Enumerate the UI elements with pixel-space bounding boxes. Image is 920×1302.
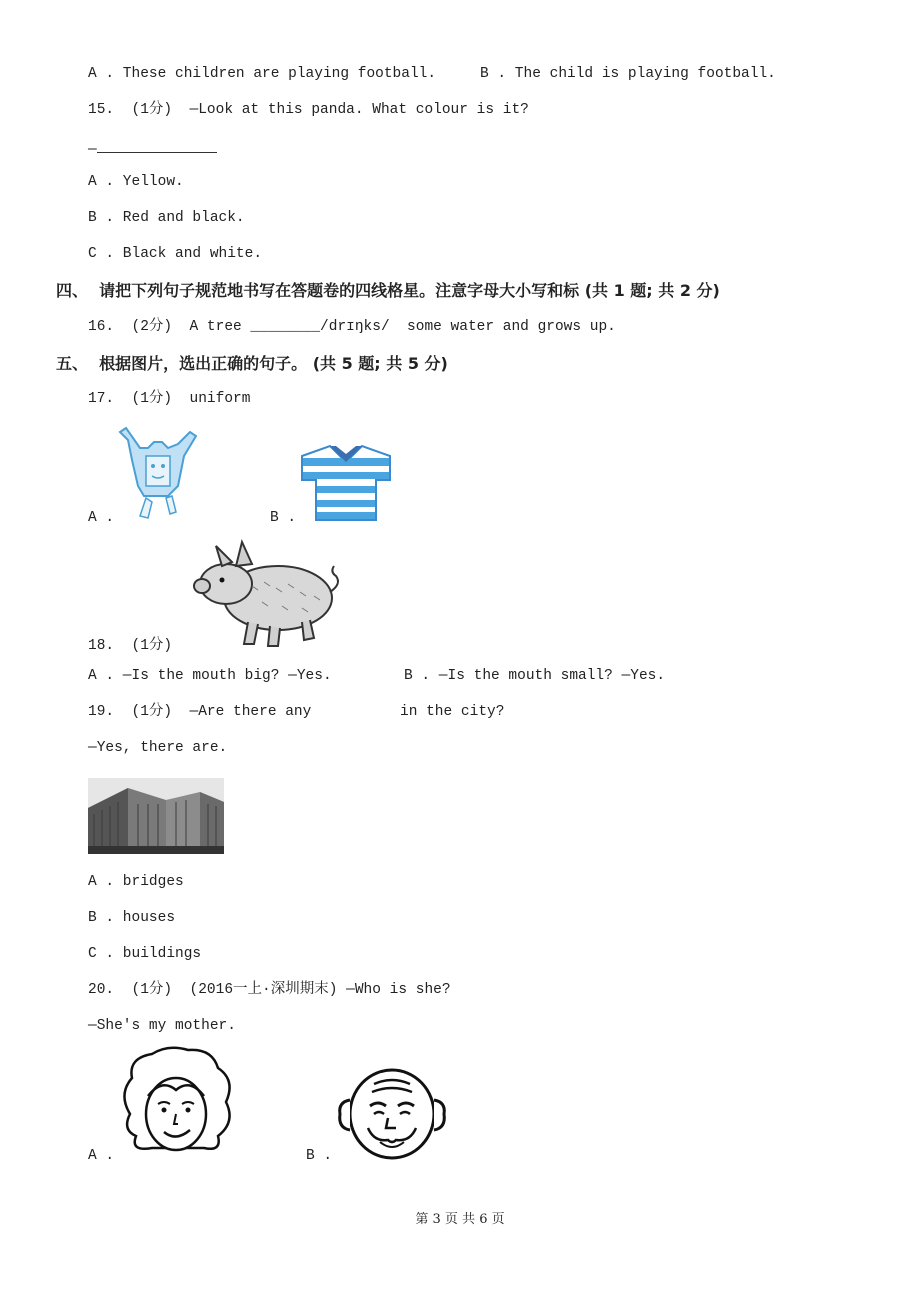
q17-option-b[interactable]: B . [270,510,297,526]
section-4-title: 四、 请把下列句子规范地书写在答题卷的四线格星。注意字母大小写和标 (共 1 题; 共 2 分) [56,281,720,300]
striped-shirt-icon [300,444,392,522]
q20-option-b[interactable]: B . [306,1148,333,1164]
q16-stem: 16. (2分) A tree ________/drɪŋks/ some water and grows up. [88,319,616,335]
q17-option-a[interactable]: A . [88,510,115,526]
q19-option-c[interactable]: C . buildings [88,946,202,962]
page-footer: 第 3 页 共 6 页 [415,1212,505,1227]
q15-option-b[interactable]: B . Red and black. [88,210,245,226]
q20-stem: 20. (1分) (2016一上·深圳期末) —Who is she? [88,982,451,998]
q14-option-a[interactable]: A . These children are playing football. [88,66,437,82]
q15-option-c[interactable]: C . Black and white. [88,246,263,262]
q18-option-a[interactable]: A . —Is the mouth big? —Yes. [88,668,332,684]
grandpa-face-icon [334,1058,450,1162]
q17-stem: 17. (1分) uniform [88,391,251,407]
q18-option-b[interactable]: B . —Is the mouth small? —Yes. [404,668,666,684]
q19-option-b[interactable]: B . houses [88,910,176,926]
section-5-title: 五、 根据图片，选出正确的句子。 (共 5 题; 共 5 分) [56,354,448,373]
q15-option-a[interactable]: A . Yellow. [88,174,184,190]
q20-option-a[interactable]: A . [88,1148,115,1164]
answer-dash: — [88,142,97,158]
q18-stem: 18. (1分) [88,638,173,654]
mother-face-icon [118,1044,238,1162]
jacket-icon [118,426,198,522]
q20-reply: —She's my mother. [88,1018,236,1034]
pig-icon [192,536,344,652]
q19-reply: —Yes, there are. [88,740,228,756]
q15-answer-line[interactable] [88,138,217,160]
q14-option-b[interactable]: B . The child is playing football. [480,66,776,82]
q19-option-a[interactable]: A . bridges [88,874,184,890]
buildings-photo [88,778,224,854]
q19-stem-start: 19. (1分) —Are there any [88,704,312,720]
answer-blank[interactable] [97,138,217,153]
q19-stem-end: in the city? [400,704,505,720]
q15-stem: 15. (1分) —Look at this panda. What colour is it? [88,102,529,118]
